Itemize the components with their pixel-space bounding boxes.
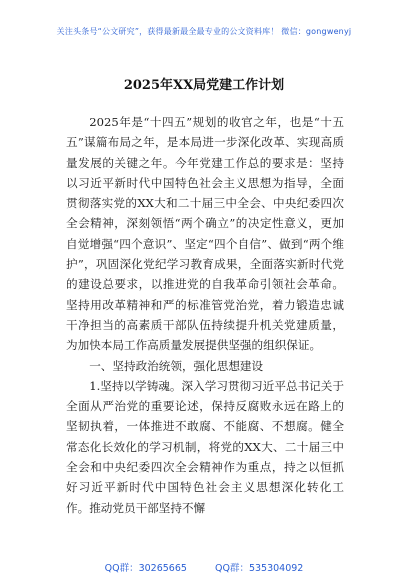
header-banner: 关注头条号“公文研究”，获得最新最全最专业的公文资料库！ 微信：gongwenyj — [56, 27, 352, 36]
section-heading-1: 一、坚持政治统领，强化思想建设 — [89, 358, 264, 373]
footer-qq-group-1: QQ群：30265665 — [104, 563, 187, 574]
footer-qq-group-2: QQ群：535304092 — [215, 563, 304, 574]
section-1-paragraph: 1.坚持以学铸魂。深入学习贯彻习近平总书记关于全面从严治党的重要论述，保持反腐败永远在路上的坚韧执着，一体推进不敢腐、不能腐、不想腐。健全常态化长效化的学习机制，将党的XX大、二十届三中全会和中央纪委四次全会精神作为重点，持之以恒抓好习近平新时代中国特色社会主义思想深化转化工作。推动党员干部坚持不懈 — [66, 378, 344, 515]
intro-paragraph: 2025年是“十四五”规划的收官之年，也是“十五五”谋篇布局之年，是本局进一步深化改革、实现高质量发展的关键之年。今年党建工作总的要求是：坚持以习近平新时代中国特色社会主义思想为指导，全面贯彻落实党的XX大和二十届三中全会、中央纪委四次全会精神，深刻领悟“两个确立”的决定性意义，更加自觉增强“四个意识”、坚定“四个自信”、做到“两个维护”，巩固深化党纪学习教育成果，全面落实新时代党的建设总要求，以推进党的自我革命引领社会革命。坚持用改革精神和严的标准管党治党，着力锻造忠诚干净担当的高素质干部队伍持续提升机关党建质量，为加快本局工作高质量发展提供坚强的组织保证。 — [66, 115, 344, 353]
footer-qq-groups — [0, 560, 408, 574]
document-title: 2025年XX局党建工作计划 — [123, 78, 285, 93]
document-body — [66, 112, 344, 518]
